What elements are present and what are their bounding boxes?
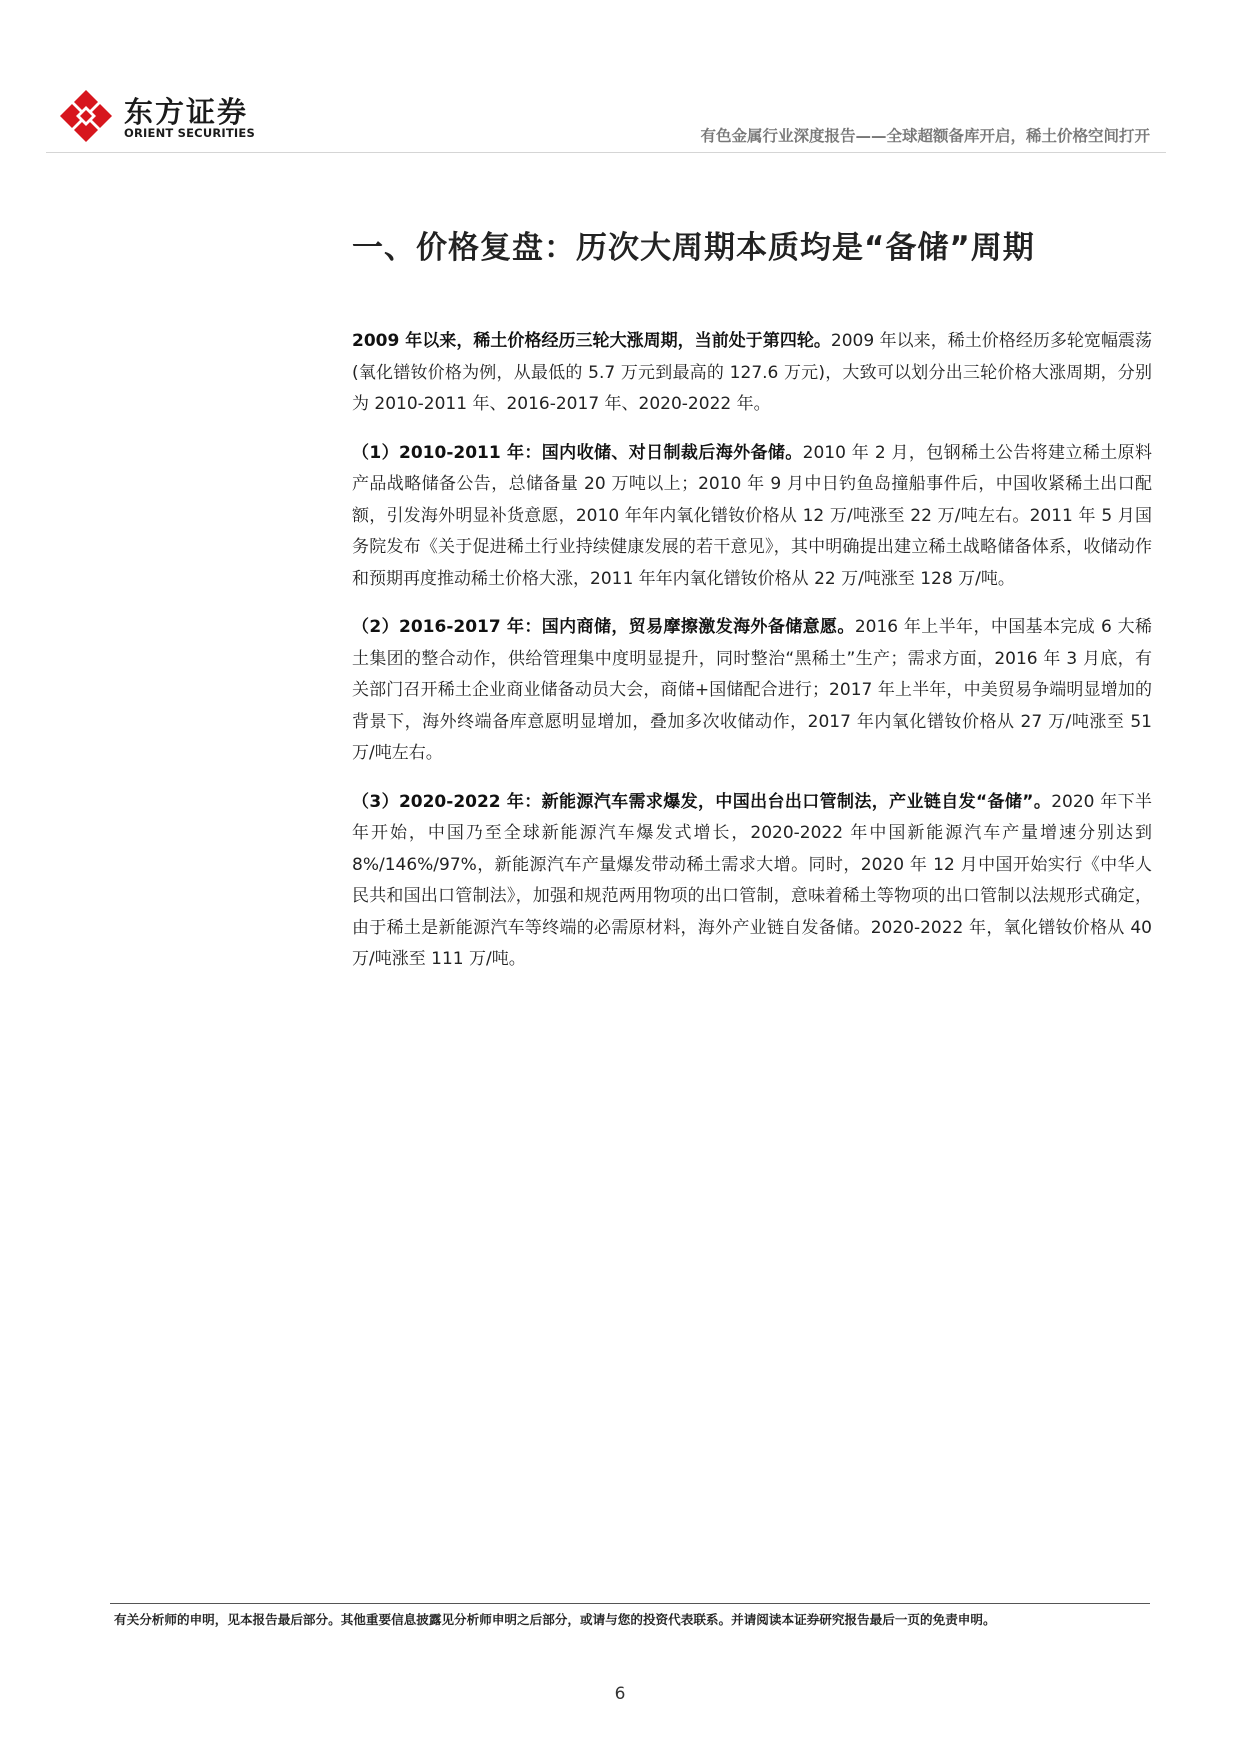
paragraph-overview <box>352 326 1152 421</box>
paragraph-body: 2020 年下半年开始，中国乃至全球新能源汽车爆发式增长，2020-2022 年中国新能源汽车产量增速分别达到 8%/146%/97%，新能源汽车产量爆发带动稀土需求大增。同时，2020 年 12 月中国开始实行《中华人民共和国出口管制法》，加强和规范两用物项的出口管制，意味着稀土等物项的出口管制以法规形式确定，由于稀土是新能源汽车等终端的必需原材料，海外产业链自发备储。2020-2022 年，氧化镨钕价格从 40 万/吨涨至 111 万/吨。 <box>352 791 1153 969</box>
paragraph-cycle-2020-2022 <box>352 787 1152 976</box>
main-content <box>352 326 1152 993</box>
page-number: 6 <box>614 1684 626 1704</box>
paragraph-lead: 2009 年以来，稀土价格经历三轮大涨周期，当前处于第四轮。 <box>352 331 831 351</box>
paragraph-lead: （2）2016-2017 年：国内商储，贸易摩擦激发海外备储意愿。 <box>352 617 855 637</box>
section-title: 一、价格复盘：历次大周期本质均是“备储”周期 <box>352 230 1035 266</box>
footer-disclaimer: 有关分析师的申明，见本报告最后部分。其他重要信息披露见分析师申明之后部分，或请与您的投资代表联系。并请阅读本证券研究报告最后一页的免责申明。 <box>114 1612 996 1627</box>
orient-securities-logo-icon <box>58 88 114 144</box>
header-divider <box>46 152 1166 153</box>
logo-chinese-name: 东方证券 <box>124 95 249 129</box>
paragraph-body: 2010 年 2 月，包钢稀土公告将建立稀土原料产品战略储备公告，总储备量 20 万吨以上；2010 年 9 月中日钓鱼岛撞船事件后，中国收紧稀土出口配额，引发海外明显补货意愿，2010 年年内氧化镨钕价格从 12 万/吨涨至 22 万/吨左右。2011 年 5 月国务院发布《关于促进稀土行业持续健康发展的若干意见》，其中明确提出建立稀土战略储备体系，收储动作和预期再度推动稀土价格大涨，2011 年年内氧化镨钕价格从 22 万/吨涨至 128 万/吨。 <box>352 442 1152 589</box>
paragraph-body: 2016 年上半年，中国基本完成 6 大稀土集团的整合动作，供给管理集中度明显提升，同时整治“黑稀土”生产；需求方面，2016 年 3 月底，有关部门召开稀土企业商业储备动员大会，商储+国储配合进行；2017 年上半年，中美贸易争端明显增加的背景下，海外终端备库意愿明显增加，叠加多次收储动作，2017 年内氧化镨钕价格从 27 万/吨涨至 51 万/吨左右。 <box>352 617 1152 763</box>
paragraph-lead: （1）2010-2011 年：国内收储、对日制裁后海外备储。 <box>352 442 803 463</box>
company-logo <box>58 88 298 148</box>
footer-divider <box>110 1603 1150 1604</box>
paragraph-cycle-2010-2011 <box>352 438 1152 596</box>
paragraph-body: 2009 年以来，稀土价格经历多轮宽幅震荡(氧化镨钕价格为例，从最低的 5.7 万元到最高的 127.6 万元)，大致可以划分出三轮价格大涨周期，分别为 2010-2011 年、2016-2017 年、2020-2022 年。 <box>352 331 1153 414</box>
logo-english-name: ORIENT SECURITIES <box>124 126 255 140</box>
report-header-title: 有色金属行业深度报告——全球超额备库开启，稀土价格空间打开 <box>700 127 1150 145</box>
paragraph-cycle-2016-2017 <box>352 612 1152 770</box>
paragraph-lead: （3）2020-2022 年：新能源汽车需求爆发，中国出台出口管制法，产业链自发“备储”。 <box>352 791 1052 812</box>
